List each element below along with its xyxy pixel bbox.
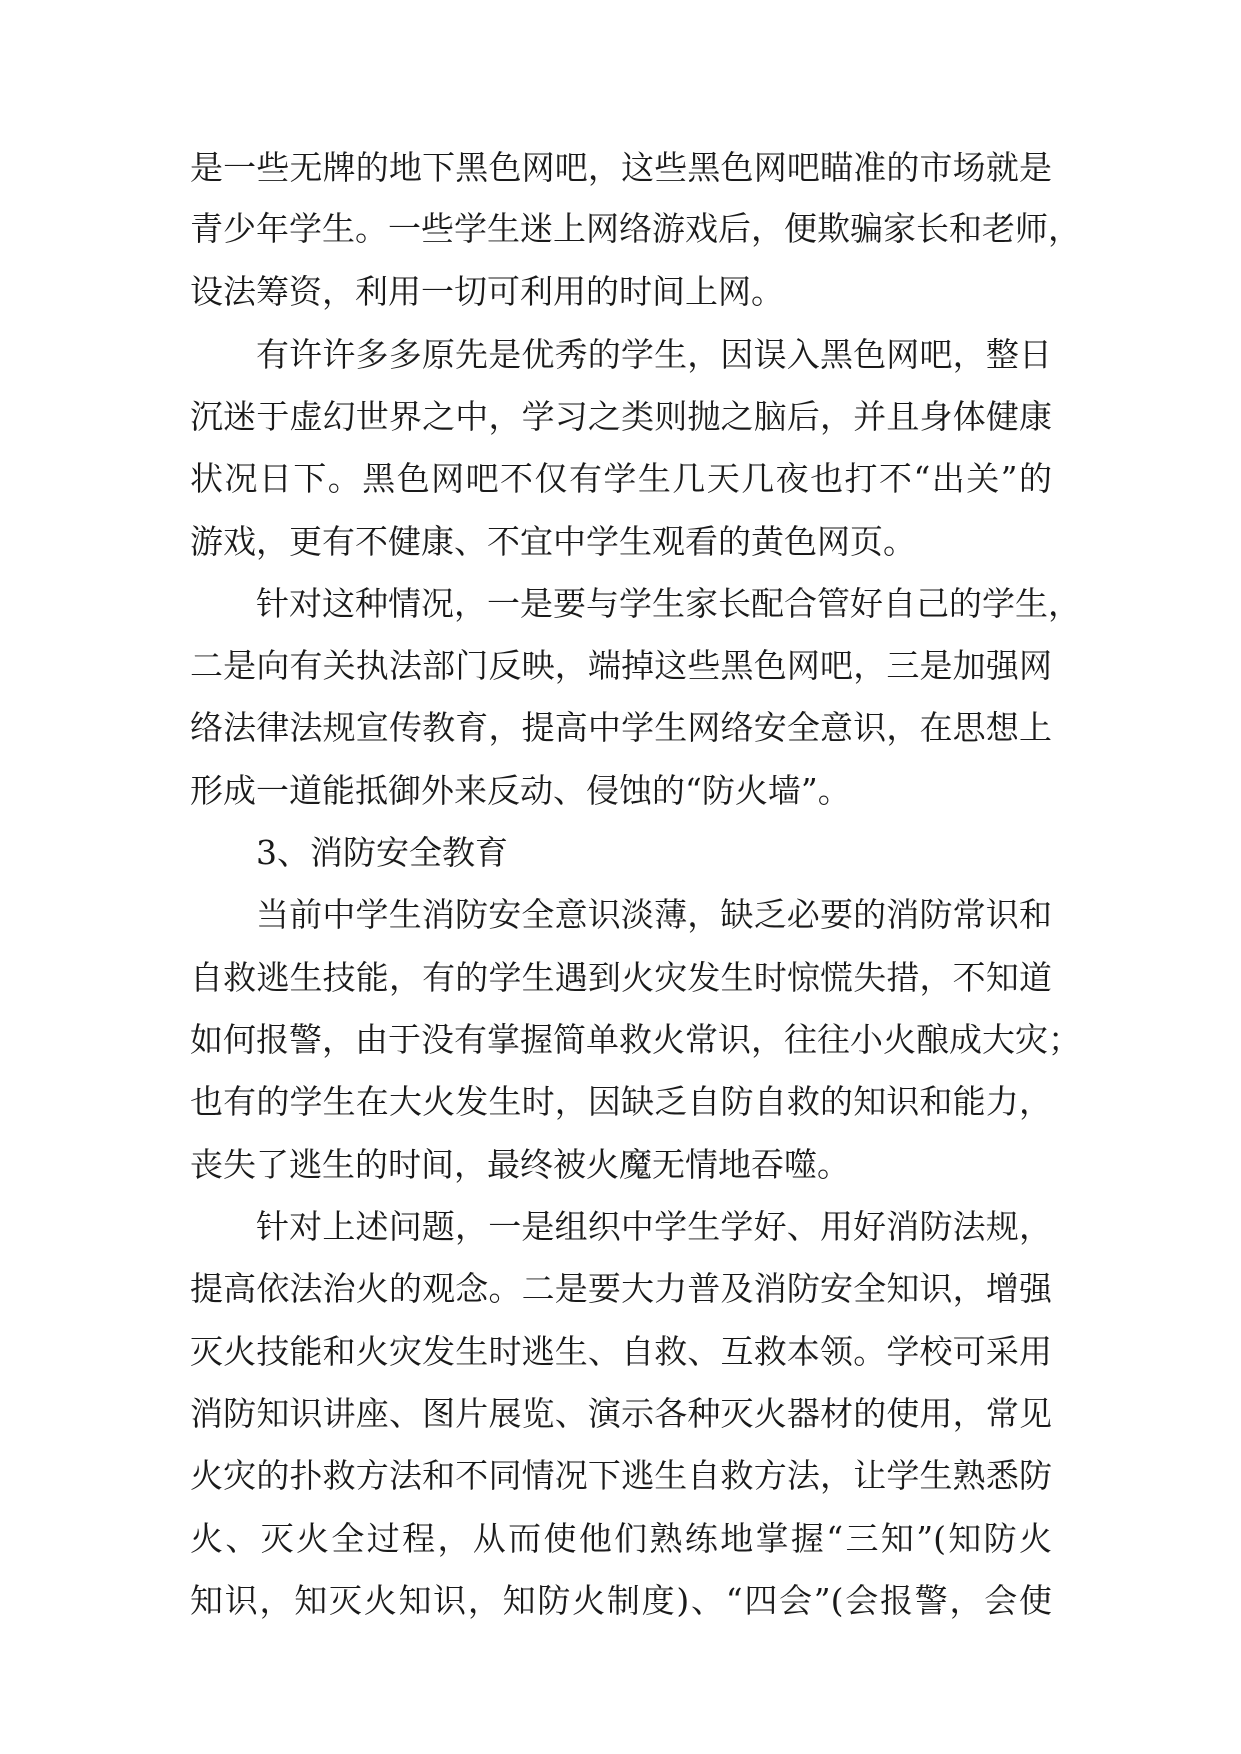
text-line: 丧失了逃生的时间，最终被火魔无情地吞噬。 xyxy=(190,1145,850,1184)
paragraph-first-line: 有许许多多原先是优秀的学生，因误入黑色网吧，整日 xyxy=(256,335,1052,374)
section-heading: 3、消防安全教育 xyxy=(256,833,508,872)
text-line: 是一些无牌的地下黑色网吧，这些黑色网吧瞄准的市场就是 xyxy=(190,148,1052,187)
text-line: 火、灭火全过程，从而使他们熟练地掌握“三知”(知防火 xyxy=(190,1519,1052,1558)
text-line: 如何报警，由于没有掌握简单救火常识，往往小火酿成大灾； xyxy=(190,1020,1081,1059)
text-line: 状况日下。黑色网吧不仅有学生几天几夜也打不“出关”的 xyxy=(190,459,1052,498)
text-line: 提高依法治火的观念。二是要大力普及消防安全知识，增强 xyxy=(190,1269,1052,1308)
text-line: 游戏，更有不健康、不宜中学生观看的黄色网页。 xyxy=(190,522,916,561)
text-line: 灭火技能和火灾发生时逃生、自救、互救本领。学校可采用 xyxy=(190,1332,1052,1371)
text-line: 形成一道能抵御外来反动、侵蚀的“防火墙”。 xyxy=(190,771,851,810)
text-line: 设法筹资，利用一切可利用的时间上网。 xyxy=(190,272,784,311)
text-line: 沉迷于虚幻世界之中，学习之类则抛之脑后，并且身体健康 xyxy=(190,397,1052,436)
text-line: 络法律法规宣传教育，提高中学生网络安全意识，在思想上 xyxy=(190,708,1052,747)
text-line: 火灾的扑救方法和不同情况下逃生自救方法，让学生熟悉防 xyxy=(190,1456,1052,1495)
text-line: 也有的学生在大火发生时，因缺乏自防自救的知识和能力， xyxy=(190,1082,1052,1121)
text-line: 二是向有关执法部门反映，端掉这些黑色网吧，三是加强网 xyxy=(190,646,1052,685)
paragraph-first-line: 针对上述问题，一是组织中学生学好、用好消防法规， xyxy=(256,1207,1052,1246)
text-line: 知识，知灭火知识，知防火制度)、“四会”(会报警，会使 xyxy=(190,1581,1052,1620)
text-line: 青少年学生。一些学生迷上网络游戏后，便欺骗家长和老师， xyxy=(190,209,1081,248)
text-line: 消防知识讲座、图片展览、演示各种灭火器材的使用，常见 xyxy=(190,1394,1052,1433)
paragraph-first-line: 当前中学生消防安全意识淡薄，缺乏必要的消防常识和 xyxy=(256,895,1052,934)
text-line: 自救逃生技能，有的学生遇到火灾发生时惊慌失措，不知道 xyxy=(190,958,1052,997)
paragraph-first-line: 针对这种情况，一是要与学生家长配合管好自己的学生， xyxy=(256,584,1081,623)
